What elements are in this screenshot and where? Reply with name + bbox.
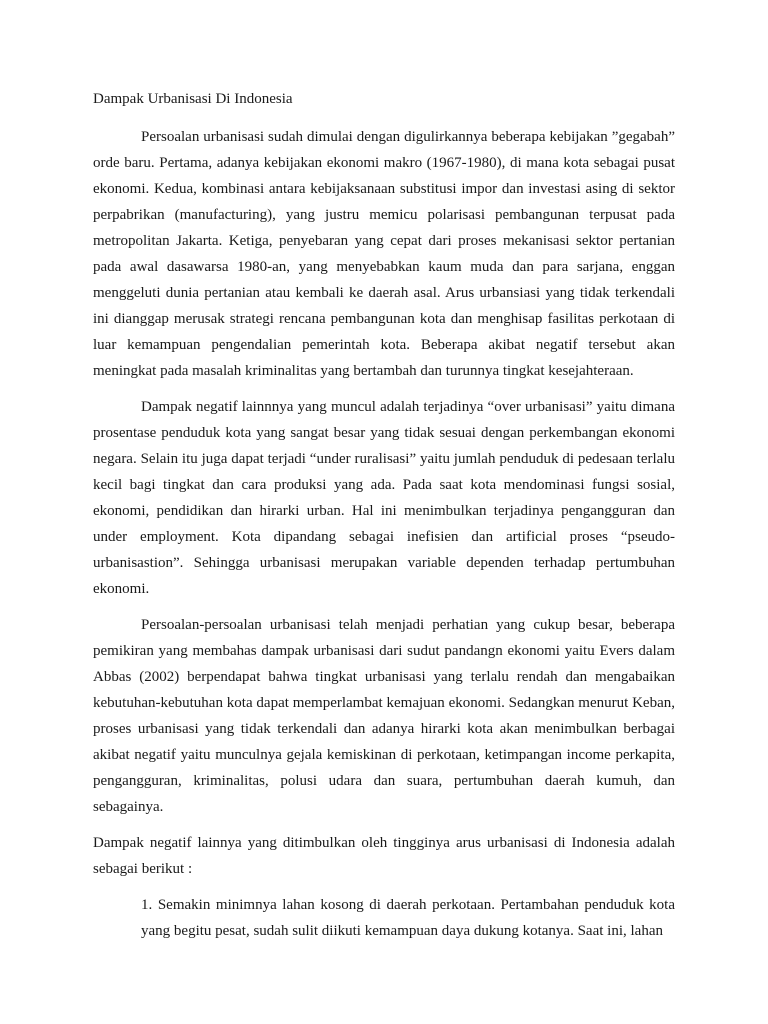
list-intro: Dampak negatif lainnya yang ditimbulkan oleh tingginya arus urbanisasi di Indonesia adalah sebagai berikut : — [93, 835, 675, 877]
paragraph-3: Persoalan-persoalan urbanisasi telah menjadi perhatian yang cukup besar, beberapa pemikiran yang membahas dampak urbanisasi dari sudut pandangn ekonomi yaitu Evers dalam Abbas (2002) berpendapat bahwa tingkat urbanisasi yang terlalu rendah dan mengabaikan kebutuhan-kebutuhan kota dapat memperlambat kemajuan ekonomi. Sedangkan menurut Keban, proses urbanisasi yang tidak terkendali dan adanya hirarki kota akan menimbulkan berbagai akibat negatif yaitu munculnya gejala kemiskinan di perkotaan, ketimpangan income perkapita, pengangguran, kriminalitas, polusi udara dan suara, pertumbuhan daerah kumuh, dan sebagainya. — [93, 617, 675, 815]
document-title: Dampak Urbanisasi Di Indonesia — [93, 91, 293, 107]
document-body — [93, 86, 675, 954]
paragraph-1: Persoalan urbanisasi sudah dimulai dengan digulirkannya beberapa kebijakan ”gegabah” orde baru. Pertama, adanya kebijakan ekonomi makro (1967-1980), di mana kota sebagai pusat ekonomi. Kedua, kombinasi antara kebijaksanaan substitusi impor dan investasi asing di sektor perpabrikan (manufacturing), yang justru memicu polarisasi pembangunan terpusat pada metropolitan Jakarta. Ketiga, penyebaran yang cepat dari proses mekanisasi sektor pertanian pada awal dasawarsa 1980-an, yang menyebabkan kaum muda dan para sarjana, enggan menggeluti dunia pertanian atau kembali ke daerah asal. Arus urbansiasi yang tidak terkendali ini dianggap merusak strategi rencana pembangunan kota dan menghisap fasilitas perkotaan di luar kemampuan pengendalian pemerintah kota. Beberapa akibat negatif tersebut akan meningkat pada masalah kriminalitas yang bertambah dan turunnya tingkat kesejahteraan. — [93, 129, 675, 379]
paragraph-2: Dampak negatif lainnnya yang muncul adalah terjadinya “over urbanisasi” yaitu dimana prosentase penduduk kota yang sangat besar yang tidak sesuai dengan perkembangan ekonomi negara. Selain itu juga dapat terjadi “under ruralisasi” yaitu jumlah penduduk di pedesaan terlalu kecil bagi tingkat dan cara produksi yang ada. Pada saat kota mendominasi fungsi sosial, ekonomi, pendidikan dan hirarki urban. Hal ini menimbulkan terjadinya pengangguran dan under employment. Kota dipandang sebagai inefisien dan artificial proses “pseudo-urbanisastion”. Sehingga urbanisasi merupakan variable dependen terhadap pertumbuhan ekonomi. — [93, 399, 675, 597]
list-item-1: 1. Semakin minimnya lahan kosong di daerah perkotaan. Pertambahan penduduk kota yang begitu pesat, sudah sulit diikuti kemampuan daya dukung kotanya. Saat ini, lahan — [141, 897, 675, 939]
